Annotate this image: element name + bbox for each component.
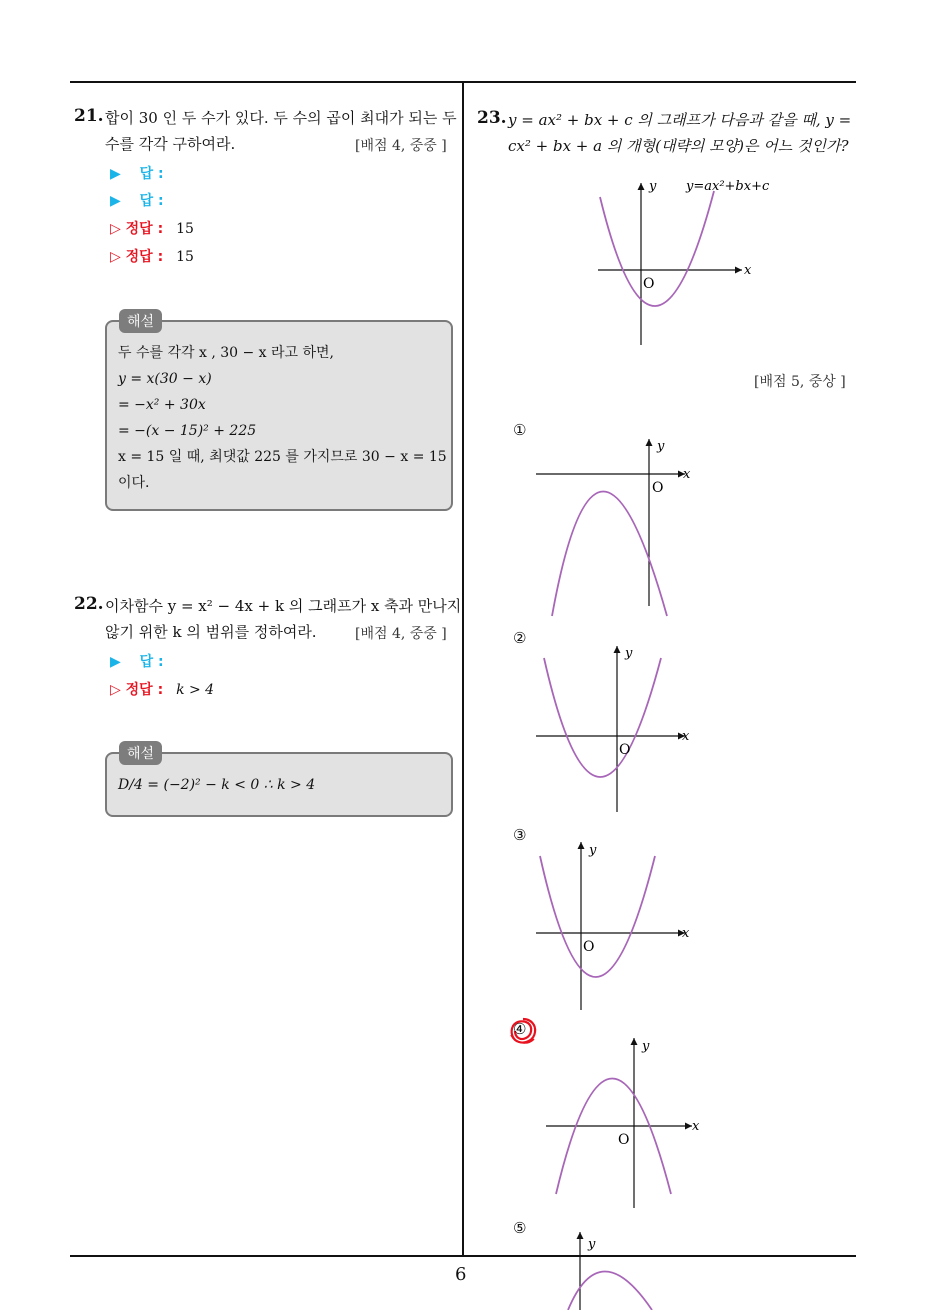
parabola [544,658,661,777]
q22-line2: 않기 위한 k 의 범위를 정하여라. [105,623,317,641]
q23-main-graph [590,175,770,350]
q21-solution-box [105,320,453,511]
graph-label: O [619,742,631,758]
q23-line2: cx² + bx + a 의 개형(대략의 모양)은 어느 것인가? [508,137,849,155]
option-5-label[interactable]: ⑤ [513,1219,527,1237]
q21-meta: [배점 4, 중중 ] [355,138,447,154]
correct-marker: ▷ [110,682,121,698]
correct-label: 정답 : [125,249,164,265]
q21-solution-tag: 해설 [119,309,162,333]
answer-marker: ▶ [110,193,121,209]
q21-correct-1 [110,218,194,238]
solution-line: y = x(30 − x) [118,371,212,387]
x-axis-label: x [744,263,752,278]
q23-meta: [배점 5, 중상 ] [754,374,846,390]
option-3-label[interactable]: ③ [513,826,527,844]
graph-label: x [682,926,690,941]
option-1-label[interactable]: ① [513,421,527,439]
solution-line: x = 15 일 때, 최댓값 225 를 가지므로 30 − x = 15 [118,449,447,465]
graph-label: y [625,646,633,661]
page-number: 6 [455,1264,467,1285]
q23-number: 23. [477,108,507,128]
answer-label: 답 : [139,166,164,182]
column-divider [462,81,464,1257]
parabola [540,856,655,977]
graph-label: O [618,1132,630,1148]
graph-label: x [683,467,691,482]
q22-number: 22. [74,594,104,614]
correct-value: 15 [176,249,194,265]
solution-line: 이다. [118,475,150,491]
parabola [600,191,714,306]
parabola [556,1079,671,1195]
correct-value: k > 4 [176,682,215,698]
answer-marker: ▶ [110,654,121,670]
graph-label: x [682,729,690,744]
q21-correct-2 [110,246,194,266]
q22-solution-tag: 해설 [119,741,162,765]
answer-label: 답 : [139,193,164,209]
graph-label: y [589,843,597,858]
solution-line: = −(x − 15)² + 225 [118,423,257,439]
q21-number: 21. [74,106,104,126]
q23-line1: y = ax² + bx + c 의 그래프가 다음과 같을 때, y = [508,111,852,129]
option-2-graph[interactable] [530,642,700,817]
solution-line: = −x² + 30x [118,397,206,413]
answer-marker: ▶ [110,166,121,182]
graph-label: O [652,480,664,496]
option-3-graph[interactable] [530,838,700,1013]
correct-value: 15 [176,221,194,237]
q21-line2: 수를 각각 구하여라. [105,135,236,153]
correct-label: 정답 : [125,682,164,698]
parabola [552,492,667,617]
answer-label: 답 : [139,654,164,670]
graph-equation: y=ax²+bx+c [686,179,770,194]
graph-label: y [642,1039,650,1054]
option-5-graph[interactable] [540,1228,670,1310]
graph-label: O [583,939,595,955]
correct-marker: ▷ [110,221,121,237]
origin-label: O [643,276,655,292]
option-2-label[interactable]: ② [513,629,527,647]
q22-correct-1 [110,679,214,699]
correct-marker: ▷ [110,249,121,265]
graph-label: y [657,439,665,454]
y-axis-label: y [649,179,657,194]
graph-label: y [588,1237,596,1252]
q21-line1: 합이 30 인 두 수가 있다. 두 수의 곱이 최대가 되는 두 [105,109,457,127]
solution-line: 두 수를 각각 x , 30 − x 라고 하면, [118,345,335,361]
q21-answer-1[interactable] [110,163,172,183]
correct-label: 정답 : [125,221,164,237]
q22-meta: [배점 4, 중중 ] [355,626,447,642]
solution-line: D/4 = (−2)² − k < 0 ∴ k > 4 [118,777,316,793]
q22-line1: 이차함수 y = x² − 4x + k 의 그래프가 x 축과 만나지 [105,597,462,615]
q22-answer-1[interactable] [110,651,172,671]
q21-answer-2[interactable] [110,190,172,210]
option-4-label[interactable]: ④ [513,1020,527,1038]
graph-label: x [692,1119,700,1134]
option-1-graph[interactable] [530,432,700,617]
option-4-graph[interactable] [540,1034,710,1209]
bottom-rule [70,1255,856,1257]
